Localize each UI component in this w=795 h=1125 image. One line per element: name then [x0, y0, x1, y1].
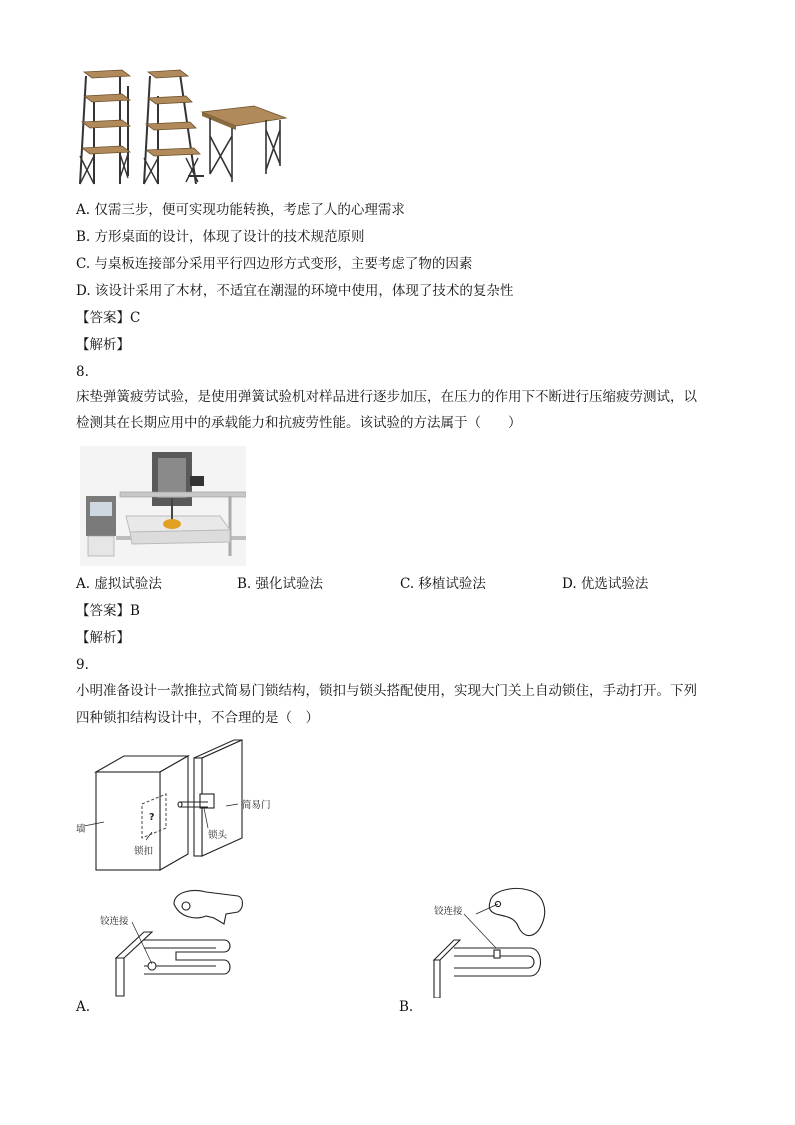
- answer-label: 【答案】: [76, 603, 130, 619]
- furniture-transform-figure: [76, 66, 290, 190]
- q9-option-b: B.: [399, 999, 414, 1015]
- question-mark: ?: [149, 812, 155, 823]
- answer-value: C: [130, 310, 141, 326]
- q8-option-c: C. 移植试验法: [400, 576, 486, 592]
- q8-stem-line-1: 床垫弹簧疲劳试验，是使用弹簧试验机对样品进行逐步加压，在压力的作用下不断进行压缩疲劳测试，以: [76, 389, 697, 405]
- door-label: 简易门: [242, 800, 271, 811]
- table-illustration: [202, 106, 286, 182]
- q7-option-a: A. 仅需三步，便可实现功能转换，考虑了人的心理需求: [76, 202, 405, 218]
- wall-label: 墙: [76, 824, 86, 835]
- q7-analysis-label: 【解析】: [76, 337, 130, 353]
- shelf-illustration-1: [80, 74, 128, 184]
- q7-option-d: D. 该设计采用了木材，不适宜在潮湿的环境中使用，体现了技术的复杂性: [76, 283, 514, 299]
- spring-fatigue-test-machine-photo: [80, 446, 246, 566]
- q9-stem-line-2: 四种锁扣结构设计中，不合理的是（ ）: [76, 710, 319, 726]
- hinge-label-a: 铰连接: [100, 916, 129, 927]
- q7-option-b: B. 方形桌面的设计，体现了设计的技术规范原则: [76, 229, 365, 245]
- q8-option-b: B. 强化试验法: [237, 576, 324, 592]
- q8-number: 8.: [76, 364, 89, 380]
- latch-design-a: [96, 884, 250, 998]
- q8-answer: [76, 602, 140, 620]
- q8-stem-line-2: 检测其在长期应用中的承载能力和抗疲劳性能。该试验的方法属于（ ）: [76, 415, 522, 431]
- latch-design-b: [420, 884, 560, 998]
- q7-answer: [76, 309, 140, 327]
- q9-option-a: A.: [76, 999, 91, 1015]
- q7-option-c: C. 与桌板连接部分采用平行四边形方式变形，主要考虑了物的因素: [76, 256, 473, 272]
- answer-value: B: [130, 603, 140, 619]
- q9-stem-line-1: 小明准备设计一款推拉式简易门锁结构，锁扣与锁头搭配使用，实现大门关上自动锁住，手动打开。下列: [76, 683, 697, 699]
- door-lock-diagram: [76, 736, 290, 876]
- hinge-label-b: 铰连接: [434, 906, 463, 917]
- q8-option-d: D. 优选试验法: [562, 576, 649, 592]
- answer-label: 【答案】: [76, 310, 130, 326]
- lock-head-label: 锁头: [208, 830, 228, 841]
- q8-option-a: A. 虚拟试验法: [76, 576, 162, 592]
- latch-label: 锁扣: [134, 846, 154, 857]
- q8-analysis-label: 【解析】: [76, 630, 130, 646]
- q9-number: 9.: [76, 657, 89, 673]
